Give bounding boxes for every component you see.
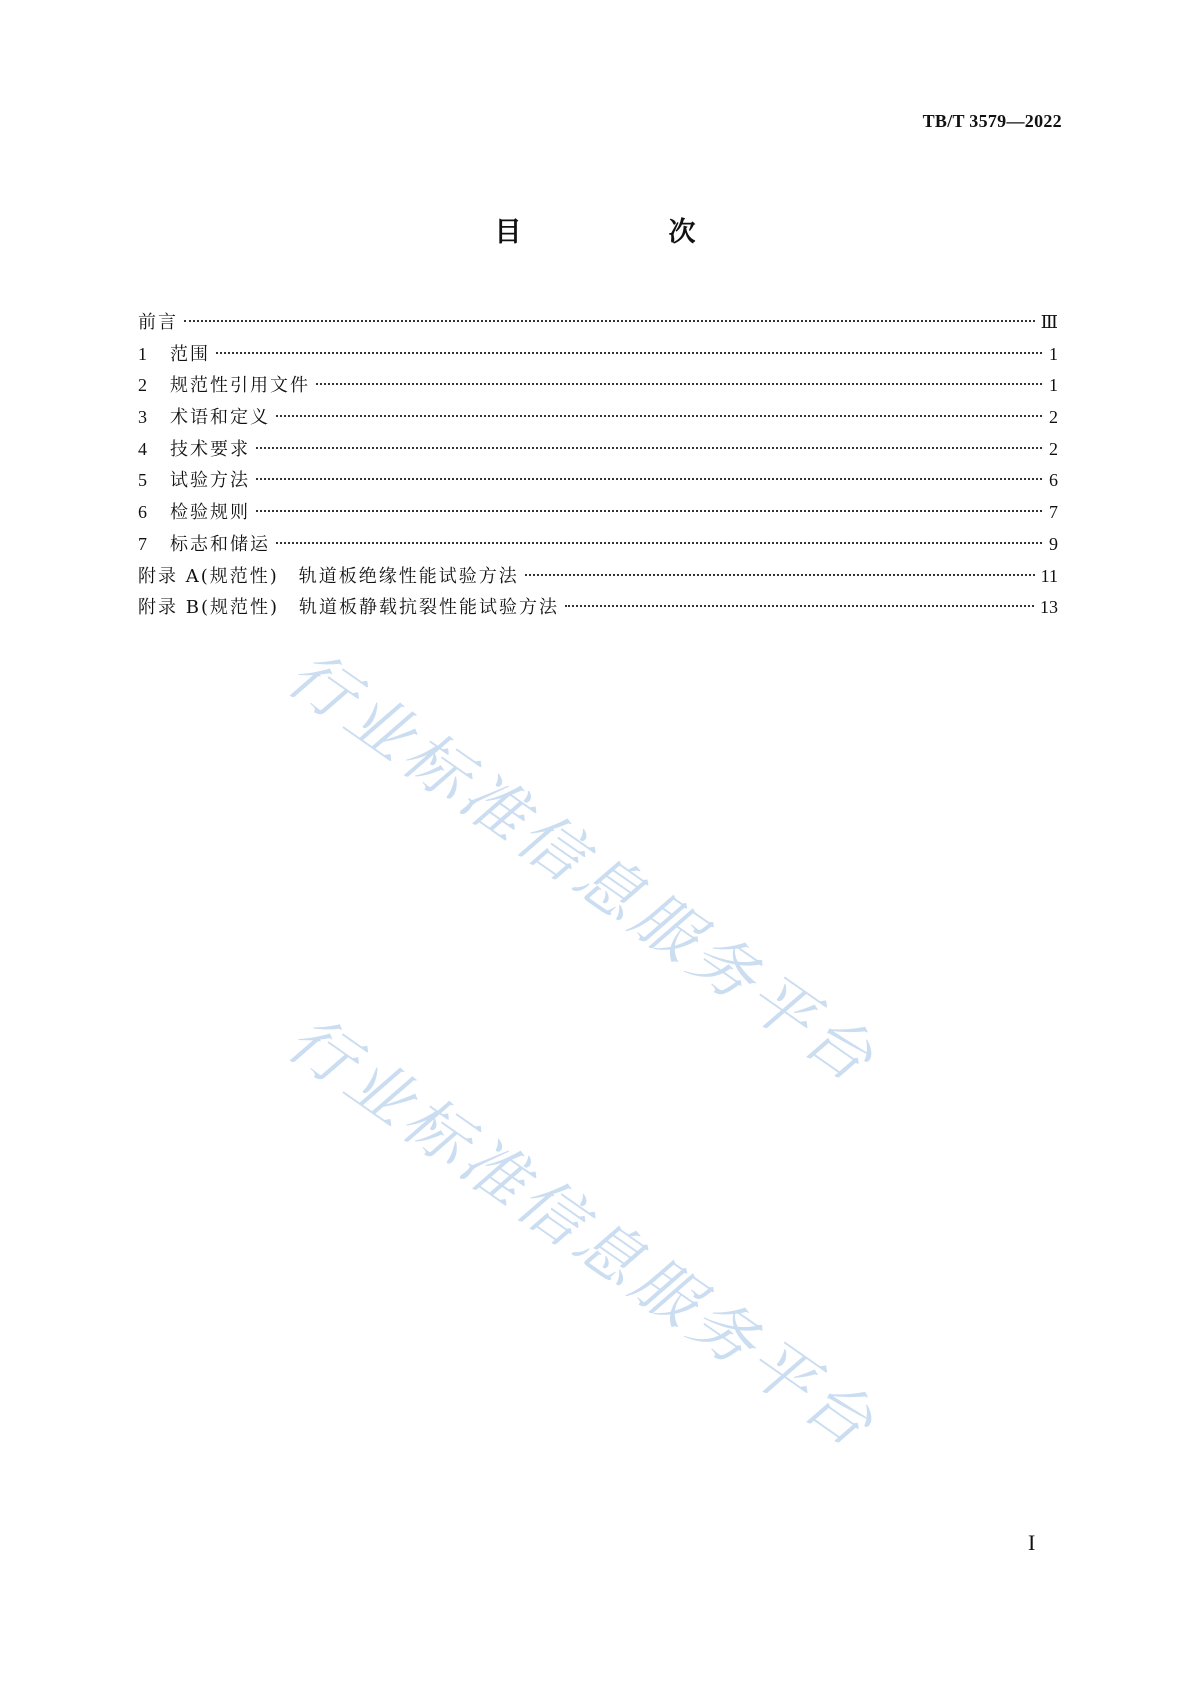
toc-dot-leader: [276, 542, 1042, 544]
toc-entry-page: 2: [1049, 407, 1058, 428]
toc-dot-leader: [276, 415, 1042, 417]
toc-entry-number: 5: [138, 470, 147, 491]
toc-entry-title: 检验规则: [170, 502, 250, 524]
page-number: I: [1028, 1530, 1036, 1555]
toc-dot-leader: [256, 510, 1042, 512]
watermark-text: 行业标准信息服务平台: [273, 637, 890, 1100]
toc-entry-annex-a[interactable]: [138, 562, 1058, 594]
toc-entry-prefix: 附录 A(规范性): [138, 565, 279, 587]
toc-entry-number: 7: [138, 533, 147, 554]
toc-entry-page: 2: [1049, 438, 1058, 459]
toc-entry-title: 范围: [170, 343, 210, 365]
toc-entry-technical-requirements[interactable]: [138, 435, 1058, 467]
toc-entry-page: 11: [1040, 565, 1058, 586]
toc-entry-normative-references[interactable]: [138, 371, 1058, 403]
toc-entry-title: 试验方法: [170, 470, 250, 492]
toc-dot-leader: [184, 320, 1035, 322]
table-of-contents: [138, 308, 1058, 625]
toc-dot-leader: [565, 605, 1034, 607]
toc-entry-number: 6: [138, 502, 147, 523]
toc-entry-inspection-rules[interactable]: [138, 498, 1058, 530]
toc-entry-page: 13: [1040, 597, 1058, 618]
toc-entry-page: 9: [1049, 533, 1058, 554]
toc-entry-page: 1: [1049, 343, 1058, 364]
toc-entry-title: 规范性引用文件: [170, 375, 310, 397]
toc-entry-marking-storage[interactable]: [138, 530, 1058, 562]
toc-entry-title: 术语和定义: [170, 407, 270, 429]
toc-entry-annex-b[interactable]: [138, 593, 1058, 625]
toc-entry-title: 轨道板静载抗裂性能试验方法: [299, 597, 559, 619]
toc-entry-test-methods[interactable]: [138, 466, 1058, 498]
toc-dot-leader: [256, 447, 1042, 449]
toc-dot-leader: [216, 352, 1042, 354]
toc-entry-title: 前言: [138, 312, 178, 333]
toc-entry-page: 1: [1049, 375, 1058, 396]
standard-code: TB/T 3579—2022: [922, 111, 1062, 131]
toc-entry-terms-definitions[interactable]: [138, 403, 1058, 435]
toc-entry-page: Ⅲ: [1040, 312, 1058, 332]
toc-dot-leader: [316, 383, 1042, 385]
toc-entry-number: 1: [138, 343, 147, 364]
toc-entry-title: 技术要求: [170, 438, 250, 460]
toc-entry-title: 标志和储运: [170, 533, 270, 555]
toc-dot-leader: [525, 574, 1035, 576]
toc-entry-page: 6: [1049, 470, 1058, 491]
toc-entry-scope[interactable]: [138, 340, 1058, 372]
toc-entry-number: 2: [138, 375, 147, 396]
toc-entry-number: 4: [138, 438, 147, 459]
toc-entry-foreword[interactable]: [138, 308, 1058, 340]
toc-entry-number: 3: [138, 407, 147, 428]
toc-entry-prefix: 附录 B(规范性): [138, 597, 279, 619]
toc-entry-page: 7: [1049, 502, 1058, 523]
toc-title: 目 次: [494, 217, 756, 248]
toc-dot-leader: [256, 478, 1042, 480]
watermark-text: 行业标准信息服务平台: [273, 1002, 890, 1465]
toc-entry-title: 轨道板绝缘性能试验方法: [298, 565, 519, 587]
